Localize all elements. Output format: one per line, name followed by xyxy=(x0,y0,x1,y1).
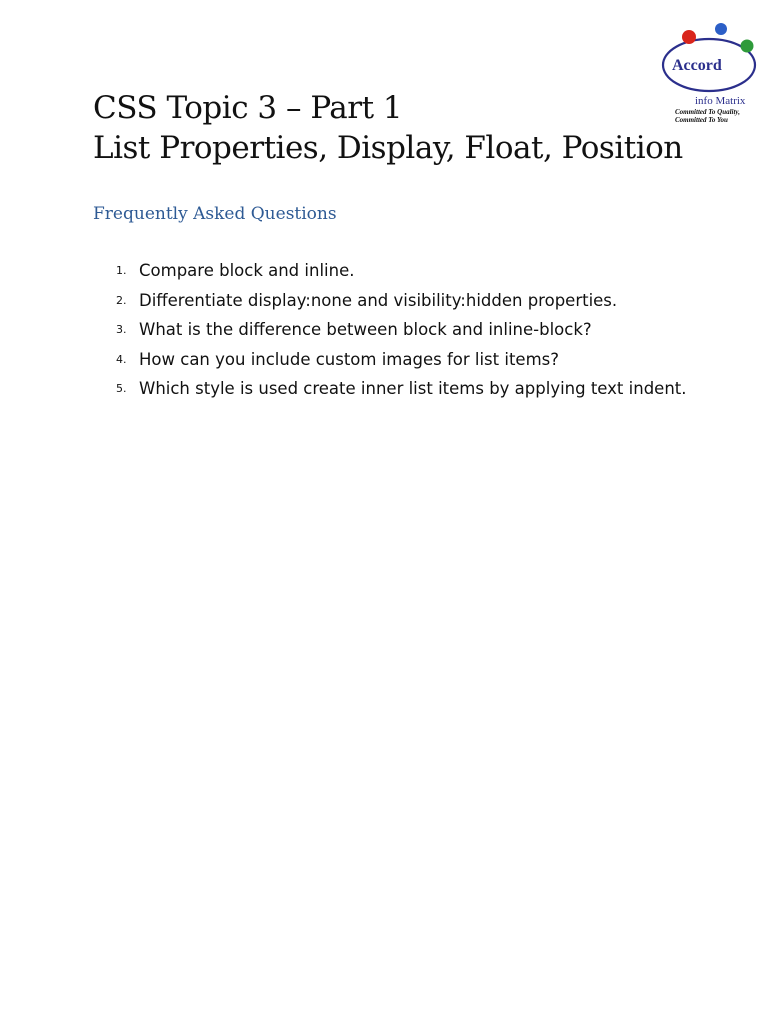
logo-tagline-1: Committed To Quality, xyxy=(675,108,741,116)
logo-ball-red xyxy=(682,30,696,44)
faq-item xyxy=(93,374,693,404)
logo-name: Accord xyxy=(672,57,722,74)
faq-item-number: 1. xyxy=(116,264,127,277)
document-title xyxy=(93,88,683,168)
logo-subtitle: info Matrix xyxy=(695,95,746,107)
faq-item xyxy=(93,345,693,375)
faq-item-number: 4. xyxy=(116,352,127,366)
logo-ball-green xyxy=(741,40,754,53)
faq-heading: Frequently Asked Questions xyxy=(93,204,337,224)
faq-item xyxy=(93,286,693,316)
faq-item xyxy=(93,315,693,345)
faq-item-number: 5. xyxy=(116,382,127,395)
faq-item-text: Which style is used create inner list items by applying text indent. xyxy=(139,379,687,398)
faq-item-number: 2. xyxy=(116,293,127,307)
faq-list xyxy=(93,256,693,404)
title-line-2: List Properties, Display, Float, Position xyxy=(93,130,683,166)
title-line-1: CSS Topic 3 – Part 1 xyxy=(93,90,403,126)
faq-item-number: 3. xyxy=(116,323,127,336)
faq-item-text: How can you include custom images for list items? xyxy=(139,349,560,369)
faq-item xyxy=(93,256,693,286)
faq-item-text: What is the difference between block and inline-block? xyxy=(139,320,592,339)
logo-tagline-2: Committed To You xyxy=(675,116,728,124)
logo-ball-blue xyxy=(715,23,727,35)
faq-item-text: Compare block and inline. xyxy=(139,261,355,280)
faq-item-text: Differentiate display:none and visibility:hidden properties. xyxy=(139,290,618,310)
